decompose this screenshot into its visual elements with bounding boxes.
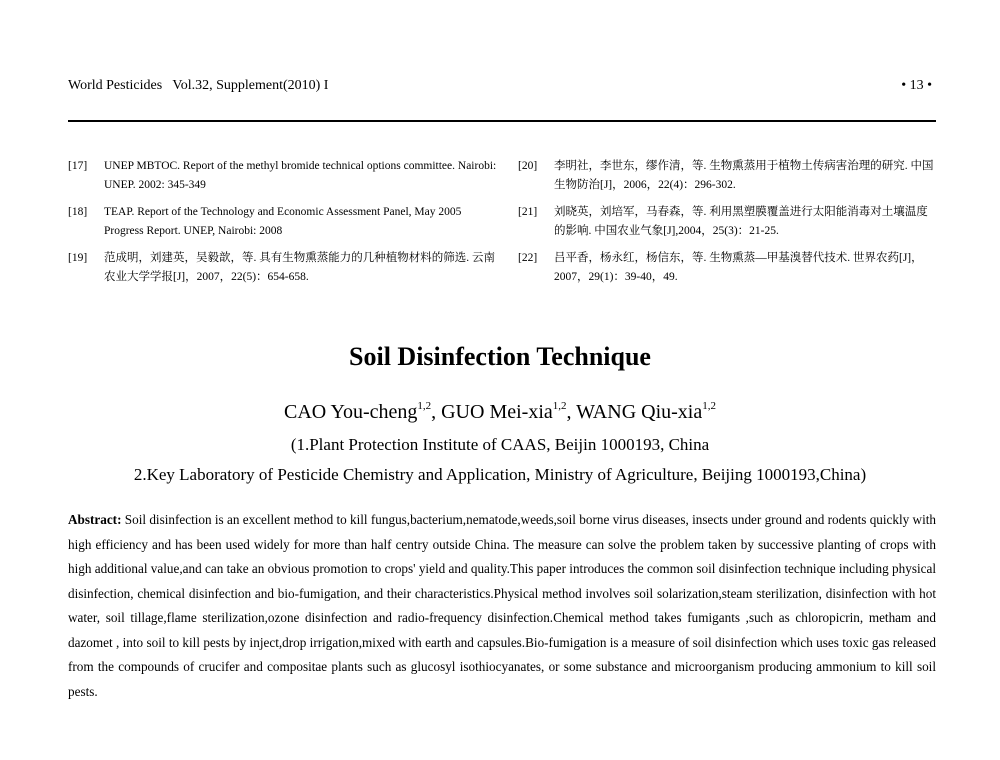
reference-number: [18]	[68, 206, 88, 218]
author-separator: ,	[566, 401, 577, 423]
reference-item	[518, 203, 938, 241]
reference-number: [20]	[518, 160, 538, 172]
reference-number: [17]	[68, 160, 88, 172]
references-left-column	[68, 157, 500, 295]
reference-text: 刘晓英，刘培军，马春森，等. 利用黑塑膜覆盖进行太阳能消毒对土壤温度的影响. 中国农业气象[J],2004，25(3)：21-25.	[554, 206, 928, 237]
reference-text: 范成明，刘建英，吴毅歆，等. 具有生物熏蒸能力的几种植物材料的筛选. 云南农业大学学报[J]，2007，22(5)：654-658.	[104, 252, 495, 283]
author-list	[0, 400, 1000, 424]
running-header	[68, 78, 932, 94]
author-name: CAO You-cheng	[284, 401, 418, 423]
paper-title: Soil Disinfection Technique	[349, 342, 651, 371]
header-rule	[68, 120, 936, 122]
reference-text: TEAP. Report of the Technology and Economic Assessment Panel, May 2005 Progress Report. UNEP, Nairobi: 2008	[104, 206, 462, 237]
journal-info: World Pesticides Vol.32, Supplement(2010) I	[68, 78, 329, 93]
reference-item	[68, 203, 500, 241]
references-right-column	[518, 157, 938, 295]
reference-text: UNEP MBTOC. Report of the methyl bromide technical options committee. Nairobi: UNEP. 2002: 345-349	[104, 160, 497, 191]
abstract-label: Abstract:	[68, 512, 122, 527]
page-number: • 13 •	[901, 78, 932, 93]
author-name: WANG Qiu-xia	[576, 401, 703, 423]
abstract	[68, 508, 936, 704]
reference-number: [21]	[518, 206, 538, 218]
reference-text: 李明社，李世东，缪作清，等. 生物熏蒸用于植物土传病害治理的研究. 中国生物防治[J]，2006，22(4)：296-302.	[554, 160, 934, 191]
abstract-text: Soil disinfection is an excellent method to kill fungus,bacterium,nematode,weeds,soil borne virus diseases, insects under ground and rodents quickly with high efficiency and has been used widely for more than half centry outside China. The measure can solve the problem taken by successive planting of crops with high additional value,and can take an obvious promotion to crops' yield and quality.This paper introduces the common soil disinfection technique including physical disinfection, chemical disinfection and bio-fumigation, and their characteristics.Physical method involves soil solarization,steam sterilization, disinfection with hot water, soil tillage,flame sterilization,ozone disinfection and radio-frequency disinfection.Chemical method takes fumigants ,such as chloropicrin, metham and dazomet , into soil to kill pests by inject,drop irrigation,mixed with earth and capsules.Bio-fumigation is a measure of soil disinfection which uses toxic gas released from the compounds of crucifer and compositae plants such as glucosyl isothiocyanates, or some substance and microorganism producing ammonium to kill soil pests.	[68, 512, 936, 699]
reference-number: [22]	[518, 252, 538, 264]
author-name: GUO Mei-xia	[441, 401, 553, 423]
reference-item	[518, 157, 938, 195]
references-section	[68, 157, 938, 295]
reference-text: 吕平香，杨永红，杨信东，等. 生物熏蒸—甲基溴替代技术. 世界农药[J]，2007，29(1)：39-40，49.	[554, 252, 923, 283]
author-affiliation-marker: 1,2	[702, 400, 716, 412]
reference-item	[518, 249, 938, 287]
reference-item	[68, 249, 500, 287]
author-affiliation-marker: 1,2	[552, 400, 567, 412]
reference-number: [19]	[68, 252, 88, 264]
author-affiliation-marker: 1,2	[417, 400, 432, 412]
author-separator: ,	[431, 401, 442, 423]
affiliation-2: 2.Key Laboratory of Pesticide Chemistry and Application, Ministry of Agriculture, Beijing 1000193,China)	[133, 465, 867, 484]
reference-item	[68, 157, 500, 195]
affiliation-1: (1.Plant Protection Institute of CAAS, Beijin 1000193, China	[290, 435, 710, 454]
